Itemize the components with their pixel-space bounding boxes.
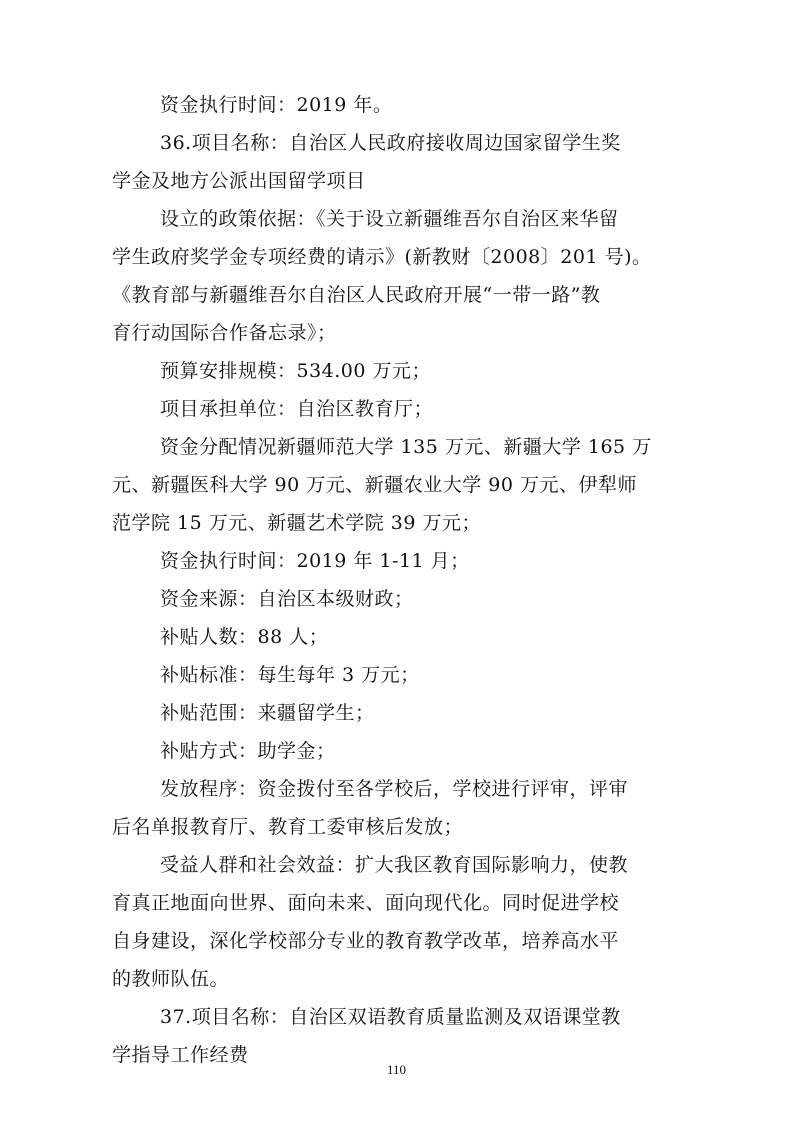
distribution-procedure-line-2: 后名单报教育厅、教育工委审核后发放； — [112, 816, 464, 838]
distribution-procedure-line-1: 发放程序：资金拨付至各学校后，学校进行评审，评审 — [160, 778, 629, 800]
document-body — [112, 86, 672, 1074]
fund-source-line: 资金来源：自治区本级财政； — [160, 588, 414, 610]
project-37-title-line-2: 学指导工作经费 — [112, 1044, 249, 1066]
policy-basis-line-1: 设立的政策依据：《关于设立新疆维吾尔自治区来华留 — [160, 208, 619, 230]
project-36-title-line-2: 学金及地方公派出国留学项目 — [112, 170, 366, 192]
social-benefit-line-2: 育真正地面向世界、面向未来、面向现代化。同时促进学校 — [112, 892, 620, 914]
social-benefit-line-1: 受益人群和社会效益：扩大我区教育国际影响力，使教 — [160, 854, 629, 876]
subsidy-standard-line: 补贴标准：每生每年 3 万元； — [160, 664, 420, 686]
project-36-title-line-1: 36.项目名称：自治区人民政府接收周边国家留学生奖 — [160, 132, 621, 154]
policy-basis-line-3: 《教育部与新疆维吾尔自治区人民政府开展“一带一路”教 — [112, 284, 601, 306]
project-37-title-line-1: 37.项目名称：自治区双语教育质量监测及双语课堂教 — [160, 1006, 621, 1028]
fund-allocation-line-2: 元、新疆医科大学 90 万元、新疆农业大学 90 万元、伊犁师 — [112, 474, 638, 496]
page-number: 110 — [386, 1062, 407, 1077]
subsidy-count-line: 补贴人数：88 人； — [160, 626, 329, 648]
subsidy-method-line: 补贴方式：助学金； — [160, 740, 336, 762]
fund-allocation-line-3: 范学院 15 万元、新疆艺术学院 39 万元； — [112, 512, 482, 534]
fund-execution-time-line: 资金执行时间：2019 年。 — [160, 94, 393, 116]
responsible-unit-line: 项目承担单位：自治区教育厅； — [160, 398, 434, 420]
subsidy-scope-line: 补贴范围：来疆留学生； — [160, 702, 375, 724]
fund-execution-period-line: 资金执行时间：2019 年 1-11 月； — [160, 550, 470, 572]
fund-allocation-line-1: 资金分配情况新疆师范大学 135 万元、新疆大学 165 万 — [160, 436, 652, 458]
budget-scale-line: 预算安排规模：534.00 万元； — [160, 360, 432, 382]
policy-basis-line-2: 学生政府奖学金专项经费的请示》(新教财〔2008〕201 号)。 — [112, 246, 652, 268]
policy-basis-line-4: 育行动国际合作备忘录》； — [112, 322, 337, 344]
social-benefit-line-3: 自身建设，深化学校部分专业的教育教学改革，培养高水平 — [112, 930, 620, 952]
social-benefit-line-4: 的教师队伍。 — [112, 968, 230, 990]
